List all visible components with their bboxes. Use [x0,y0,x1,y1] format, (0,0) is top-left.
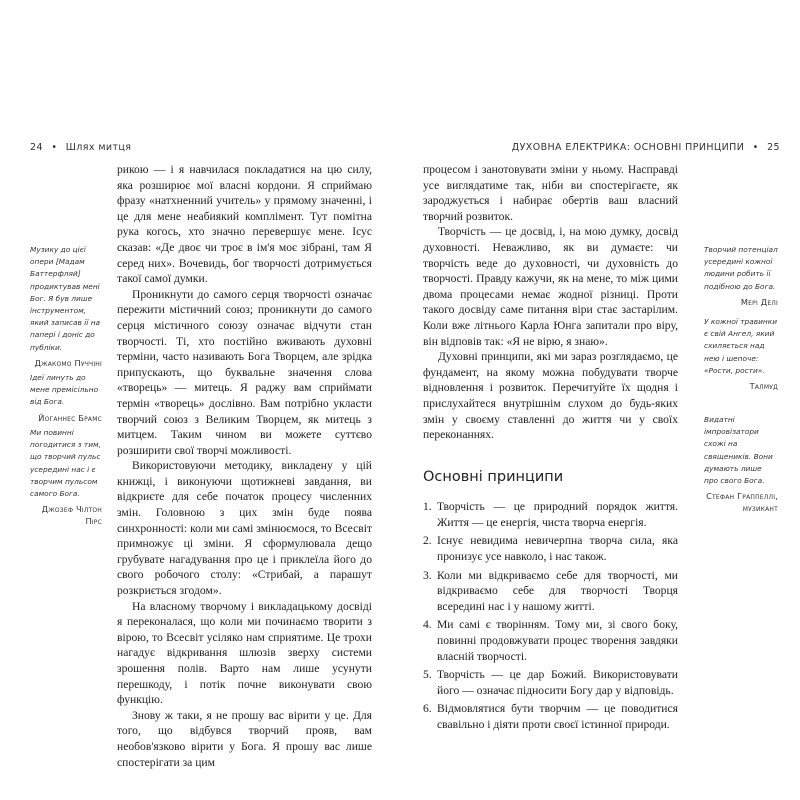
running-head-left [30,142,131,153]
paragraph: рикою — і я навчилася покладатися на цю силу, яка розширює мої власні кордони. Я сприймаю фразу «натхненний учитель» у прямому значенні, і це для мене неабиякий комплімент. Тут помітна рука когось, хто значно перевершує мене. Ісус сказав: «Де двоє чи троє в ім'я моє зібрані, там Я серед них». Вочевидь, бог творчості дотримується такої самої думки. [117,163,372,286]
principles-list [423,499,678,732]
page-number: 25 [767,142,780,153]
sidebar-quote [704,244,778,308]
list-text: Ми самі є творінням. Тому ми, зі свого боку, повинні продовжувати процес творення завдяки власній творчості. [437,618,678,663]
page-number: 24 [30,142,43,153]
list-number: 2. [423,534,432,548]
quote-author: Талмуд [749,381,778,392]
sidebar-quote [30,244,102,369]
list-text: Коли ми відкриваємо себе для творчості, ми відкриваємо себе для творчості Творця всередині нас і у нашому житті. [437,568,678,613]
list-number: 4. [423,618,432,632]
paragraph: Проникнути до самого серця творчості означає пережити містичний союз; проникнути до самого серця містичного союзу означає відчути стан творчості. Ті, хто постійно вживають духовні терміни, часто називають Бога Творцем, але зрідка припускають, що буквальне значення слова «творець» — митець. Я раджу вам сприймати термін «творець» дослівно. Вам потрібно укласти творчий союз з Великим Творцем, як митець з митцем. Таким чином ви можете суттєво розширити свої творчі можливості. [117,287,372,457]
quote-text: Ідеї линуть до мене премісільно від Бога. [30,373,99,407]
chapter-title: ДУХОВНА ЕЛЕКТРИКА: ОСНОВНІ ПРИНЦИПИ [511,142,745,153]
book-title: Шлях митця [65,142,132,153]
bullet: • [51,142,58,153]
list-number: 1. [423,500,432,514]
paragraph: На власному творчому і викладацькому досвіді я переконалася, що коли ми починаємо творити з вірою, то Всесвіт усіляко нам сприятиме. Це трохи нагадує відкривання шлюзів зверху системи зрошення полів. Варто нам лише усунути перешкоду, і потік почне виконувати свою функцію. [117,599,372,707]
paragraph: Знову ж таки, я не прошу вас вірити у це. Для того, що відбувся творчий прояв, вам необов'язково вірити у Бога. Я прошу вас лише спостерігати за цим [117,708,372,769]
paragraph: Творчість — це досвід, і, на мою думку, досвід духовності. Неважливо, як ви думаєте: чи творчість веде до духовності, чи духовність до творчості. Правду кажучи, як на мене, то між цими двома процесами немає жодної різниці. Проти такого досвіду саме питання віри стає застарілим. Коли вже літнього Карла Юнга запитали про віру, він відповів так: «Я не вірю, я знаю». [423,225,678,348]
paragraph: Використовуючи методику, викладену у цій книжці, і виконуючи щотижневі завдання, ви відкриєте для себе початок процесу численних змін. Головною з цих змін буде поява синхронності: коли ми самі змінюємося, то Всесвіт примножує ці зміни. Я сформулювала дещо грубувате нагадування про це і приклеїла його до свого робочого столу: «Стрибай, а парашут розкриється згодом». [117,459,372,598]
sidebar-quote [704,414,778,515]
list-number: 5. [423,668,432,682]
list-item [423,499,678,530]
sidebar-quote [704,316,778,392]
list-number: 3. [423,568,432,582]
body-text [423,162,678,736]
quote-text: Видатні імпровізатори схожі на священиків. Вони думають лише про свого Бога. [704,415,773,486]
quote-author: Мері Делі [740,296,778,307]
sidebar-quote [30,372,102,424]
body-text [117,162,372,770]
list-text: Творчість — це природний порядок життя. Життя — це енергія, чиста творча енергія. [437,500,678,529]
quote-text: У кожної травинки є свій Ангел, який схиляється над нею і шепоче: «Рости, рости». [704,317,778,375]
list-item [423,667,678,698]
list-item [423,701,678,732]
sidebar-quote [30,427,102,528]
paragraph: Духовні принципи, які ми зараз розглядаємо, це фундамент, на якому можна побудувати творче відновлення і розвиток. Перечитуйте їх щодня і прислухайтеся внутрішнім слухом до будь-яких змін у своєму ставленні до життя чи у своїх переконаннях. [423,350,678,442]
list-number: 6. [423,702,432,716]
quote-text: Музику до цієї опери [Мадам Баттерфляй] продиктував мені Бог. Я був лише інструментом, який записав її на папері і доніс до публіки. [30,245,101,352]
list-text: Існує невидима невичерпна творча сила, яка пронизує усе навколо, і нас також. [437,534,678,564]
paragraph: процесом і занотовувати зміни у ньому. Насправді усе виглядатиме так, ніби ви спостерігаєте, як зароджується і набирає обертів ваш власний творчий розвиток. [423,163,678,223]
running-head-right [512,142,780,153]
list-item [423,568,678,615]
list-text: Творчість — це дар Божий. Використовувати його — означає підносити Богу дар у відповідь. [437,668,678,697]
quote-text: Творчий потенціал усередині кожної людини робить її подібною до Бога. [704,245,778,291]
section-heading: Основні принципи [423,468,564,485]
quote-text: Ми повинні погодитися з тим, що творчий пульс усередині нас і є творчим пульсом самого Бога. [30,428,101,499]
quote-author: Йоганнес Брамс [38,412,102,423]
bullet: • [752,142,759,153]
list-item [423,533,678,564]
right-page [400,0,800,800]
quote-author: Стефан Граппеллі, музикант [706,491,778,514]
list-text: Відмовлятися бути творчим — це поводитися свавільно і діяти проти своєї істинної природи. [437,702,678,731]
quote-author: Джакомо Пуччіні [34,357,102,368]
list-item [423,617,678,664]
quote-author: Джозеф Чілтон Пірс [41,504,102,527]
